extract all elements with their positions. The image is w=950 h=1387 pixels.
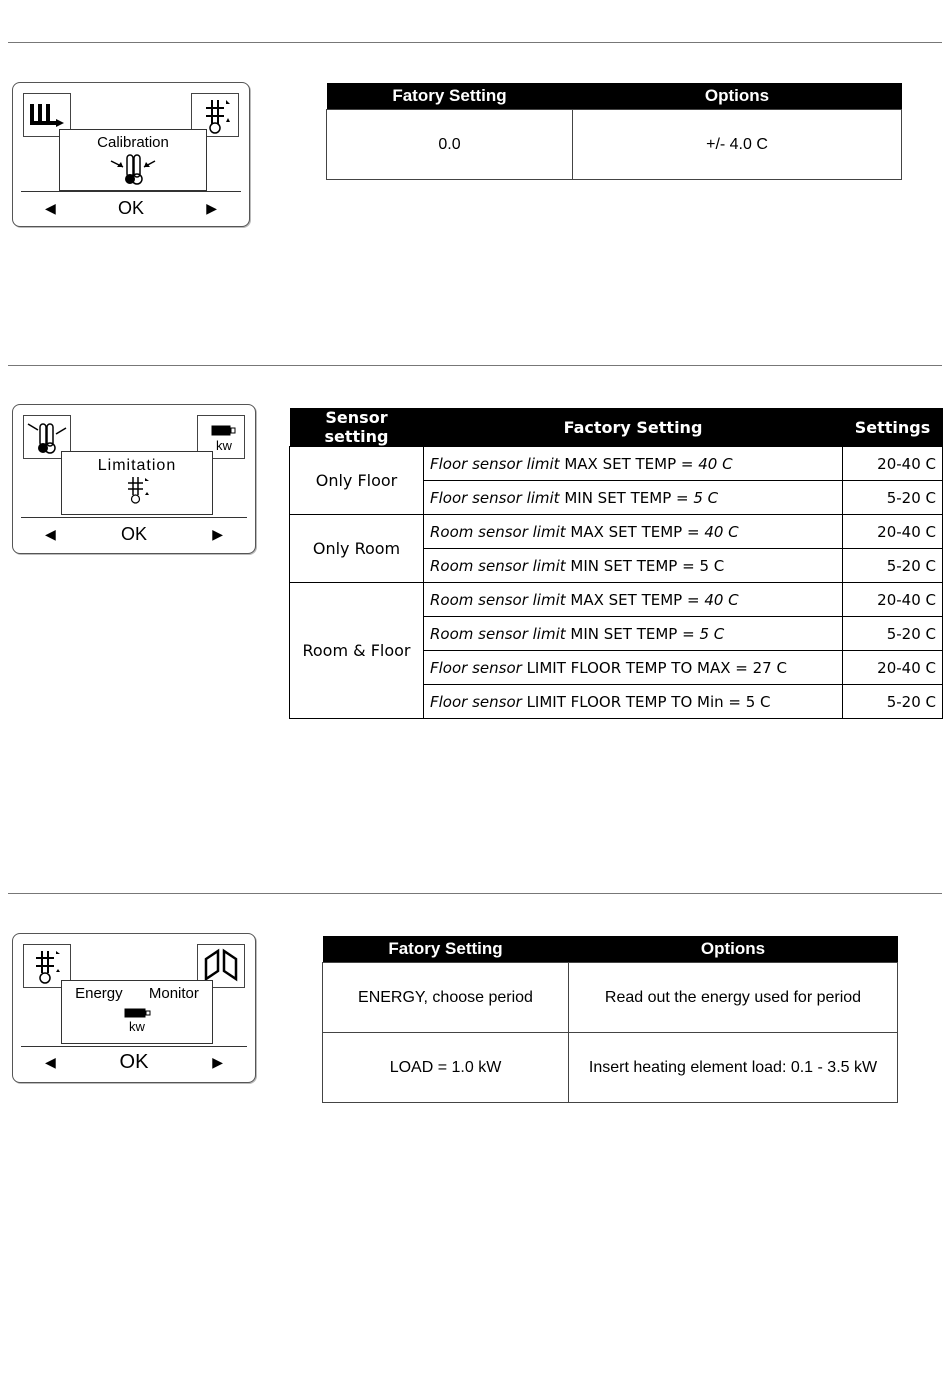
left-arrow-button[interactable]: ◀	[45, 199, 56, 216]
table-cell: 0.0	[327, 110, 573, 180]
settings-cell: 5-20 C	[843, 481, 943, 515]
table-row	[323, 963, 898, 1033]
settings-cell: 5-20 C	[843, 549, 943, 583]
screen-title: Limitation	[97, 457, 177, 474]
factory-setting-cell: Room sensor limit MIN SET TEMP = 5 C	[424, 549, 843, 583]
table-header: Factory Setting	[424, 408, 843, 447]
table-cell: Insert heating element load: 0.1 - 3.5 kW	[569, 1033, 898, 1103]
settings-cell: 20-40 C	[843, 447, 943, 481]
settings-cell: 5-20 C	[843, 685, 943, 719]
section-divider	[8, 42, 942, 43]
section-divider	[8, 893, 942, 894]
factory-setting-cell: Room sensor limit MAX SET TEMP = 40 C	[424, 515, 843, 549]
settings-cell: 20-40 C	[843, 651, 943, 685]
energy-table	[322, 936, 898, 1103]
settings-cell: 20-40 C	[843, 515, 943, 549]
table-header: Fatory Setting	[327, 83, 573, 110]
settings-cell: 20-40 C	[843, 583, 943, 617]
settings-cell: 5-20 C	[843, 617, 943, 651]
right-arrow-button[interactable]: ▶	[212, 525, 223, 542]
thermometer-icon	[103, 151, 163, 187]
table-header: Settings	[843, 408, 943, 447]
right-arrow-button[interactable]: ▶	[212, 1053, 223, 1070]
device-nav	[13, 197, 249, 219]
factory-setting-cell: Floor sensor limit MIN SET TEMP = 5 C	[424, 481, 843, 515]
calibration-table	[326, 83, 902, 180]
limitation-table	[289, 408, 943, 719]
table-header: Options	[573, 83, 902, 110]
left-arrow-button[interactable]: ◀	[45, 525, 56, 542]
right-arrow-button[interactable]: ▶	[206, 199, 217, 216]
sensor-group-cell: Only Room	[290, 515, 424, 583]
sensor-group-cell: Only Floor	[290, 447, 424, 515]
sensor-limit-icon	[122, 475, 152, 505]
calibration-device-panel	[12, 82, 250, 227]
section-divider	[8, 365, 942, 366]
factory-setting-cell: Room sensor limit MIN SET TEMP = 5 C	[424, 617, 843, 651]
table-cell: ENERGY, choose period	[323, 963, 569, 1033]
table-row	[290, 447, 943, 481]
sensor-group-cell: Room & Floor	[290, 583, 424, 719]
ok-button[interactable]: OK	[120, 523, 147, 544]
factory-setting-cell: Room sensor limit MAX SET TEMP = 40 C	[424, 583, 843, 617]
table-row	[290, 583, 943, 617]
table-cell: +/- 4.0 C	[573, 110, 902, 180]
table-row	[323, 1033, 898, 1103]
limitation-device-panel	[12, 404, 256, 554]
table-row	[327, 110, 902, 180]
left-arrow-button[interactable]: ◀	[45, 1053, 56, 1070]
table-cell: LOAD = 1.0 kW	[323, 1033, 569, 1103]
ok-button[interactable]: OK	[117, 197, 144, 218]
factory-setting-cell: Floor sensor limit MAX SET TEMP = 40 C	[424, 447, 843, 481]
table-header: Fatory Setting	[323, 936, 569, 963]
device-nav	[13, 1051, 255, 1073]
ok-button[interactable]: OK	[119, 1050, 149, 1073]
limitation-screen	[61, 451, 213, 515]
energy-device-panel	[12, 933, 256, 1083]
screen-divider	[21, 191, 241, 192]
table-row	[290, 515, 943, 549]
energy-screen	[61, 980, 213, 1044]
kw-label: kw	[216, 438, 232, 453]
screen-title-left: Energy	[75, 985, 123, 1002]
calibration-screen	[59, 129, 207, 191]
factory-setting-cell: Floor sensor LIMIT FLOOR TEMP TO MAX = 27 C	[424, 651, 843, 685]
table-cell: Read out the energy used for period	[569, 963, 898, 1033]
screen-title: Calibration	[97, 134, 169, 151]
screen-title-right: Monitor	[148, 985, 199, 1002]
battery-icon	[117, 1006, 157, 1020]
device-nav	[13, 523, 255, 545]
factory-setting-cell: Floor sensor LIMIT FLOOR TEMP TO Min = 5 C	[424, 685, 843, 719]
kw-label: kw	[129, 1019, 145, 1034]
screen-divider	[21, 1046, 247, 1047]
table-header: Options	[569, 936, 898, 963]
table-header: Sensor setting	[290, 408, 424, 447]
screen-divider	[21, 517, 247, 518]
screen-title	[62, 985, 212, 1002]
